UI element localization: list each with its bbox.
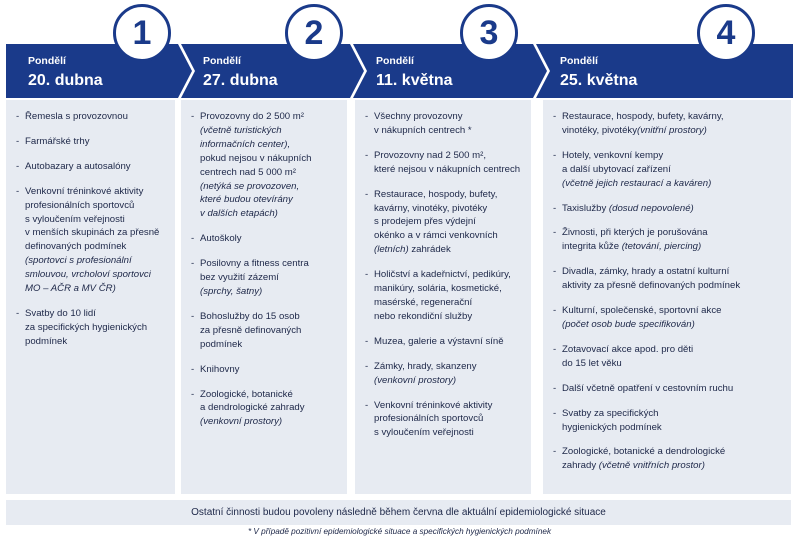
stage-2-number: 2: [285, 4, 343, 62]
item-line: za přesně definovaných: [200, 324, 302, 336]
item-line: profesionálních sportovců: [25, 199, 135, 211]
item-line: nebo rekondiční služby: [374, 310, 473, 322]
stage-3-item: [365, 268, 523, 324]
stage-4-date: 25. května: [560, 72, 638, 89]
stage-3-column: [355, 100, 531, 494]
item-line: s vyloučením veřejnosti: [25, 213, 125, 225]
stage-4-item: [553, 149, 783, 191]
item-line: (včetně jejich restaurací a kaváren): [562, 177, 712, 189]
item-line: podmínek: [25, 335, 68, 347]
item-line: Venkovní tréninkové aktivity: [374, 399, 493, 411]
stage-4-day: Pondělí: [560, 55, 598, 67]
stage-1-number: 1: [113, 4, 171, 62]
item-line: vinotéky, pivotéky: [562, 124, 638, 136]
item-line: Další včetně opatření v cestovním ruchu: [562, 382, 734, 394]
stage-4-item: [553, 110, 783, 138]
stage-2-item: [191, 110, 339, 221]
item-line: centrech nad 5 000 m²: [200, 166, 296, 178]
stage-3-item: [365, 360, 523, 388]
item-line: Bohoslužby do 15 osob: [200, 310, 300, 322]
item-line: v dalších etapách): [200, 208, 278, 220]
item-line: kavárny, vinotéky, pivotéky: [374, 202, 488, 214]
item-line: zahrady: [562, 460, 599, 472]
item-line: Provozovny do 2 500 m²: [200, 111, 304, 122]
item-line: s vyloučením veřejnosti: [374, 427, 474, 439]
item-line: Venkovní tréninkové aktivity: [25, 185, 144, 197]
item-line: které nejsou v nákupních centrech: [374, 163, 521, 175]
item-line: Kulturní, společenské, sportovní akce: [562, 305, 722, 317]
stage-4-item: [553, 407, 783, 435]
stage-3-item: [365, 335, 523, 349]
stage-3-date: 11. května: [376, 72, 453, 89]
stage-1-item: [16, 307, 167, 349]
item-line: podmínek: [200, 338, 243, 350]
stage-4-item: [553, 382, 783, 396]
item-line: (letních) zahrádek: [374, 244, 451, 256]
item-line: (počet osob bude specifikován): [562, 318, 695, 330]
item-line: Autoškoly: [200, 233, 242, 245]
item-line: hygienických podmínek: [562, 421, 662, 433]
stage-3-item: [365, 188, 523, 258]
stage-4-header: [540, 44, 790, 98]
stage-1-item: [16, 185, 167, 296]
stage-1-column: [6, 100, 175, 494]
item-line: Zoologické, botanické: [200, 388, 293, 400]
stage-4-item: [553, 304, 783, 332]
stage-3-item: [365, 110, 523, 138]
item-line: Taxislužby: [562, 202, 609, 214]
stage-3-number: 3: [460, 4, 518, 62]
stage-2-item: [191, 232, 339, 246]
item-line: (venkovní prostory): [200, 416, 283, 428]
stage-4-item: [553, 226, 783, 254]
item-line: (tetování, piercing): [621, 241, 702, 253]
stage-4-item: [553, 343, 783, 371]
stage-2-item: [191, 257, 339, 299]
stage-3-day: Pondělí: [376, 55, 414, 67]
item-line: (sprchy, šatny): [200, 285, 263, 297]
item-line: Hotely, venkovní kempy: [562, 149, 664, 161]
item-line: (dosud nepovolené): [608, 202, 694, 214]
item-line: Zotavovací akce apod. pro děti: [562, 343, 694, 355]
item-line: Živnosti, při kterých je porušována: [562, 227, 708, 239]
item-line: MO – AČR a MV ČR): [25, 283, 116, 295]
stage-1-item: [16, 135, 167, 149]
item-line: Restaurace, hospody, bufety,: [374, 188, 498, 200]
item-line: profesionálních sportovců: [374, 413, 484, 425]
item-line: do 15 let věku: [562, 357, 622, 369]
item-line: Svatby do 10 lidí: [25, 307, 96, 319]
stage-2-item: [191, 310, 339, 352]
stage-4-item: [553, 445, 783, 473]
item-line: pokud nejsou v nákupních: [200, 152, 312, 164]
item-line: Všechny provozovny: [374, 111, 463, 122]
stage-3-item: [365, 399, 523, 441]
item-line: Provozovny nad 2 500 m²,: [374, 149, 486, 161]
stage-1-item: [16, 110, 167, 124]
stage-4-item: [553, 265, 783, 293]
item-line: (netýká se provozoven,: [200, 180, 300, 192]
stage-4-item: [553, 202, 783, 216]
item-line: manikúry, solária, kosmetické,: [374, 283, 502, 295]
stage-1-date: 20. dubna: [28, 72, 103, 89]
item-line: aktivity za přesně definovaných podmínek: [562, 280, 741, 292]
item-line: Svatby za specifických: [562, 407, 659, 419]
footnote: * V případě pozitivní epidemiologické situace a specifických hygienických podmínek: [247, 527, 552, 536]
item-line: (sportovci s profesionální: [25, 255, 132, 267]
stage-2-item: [191, 388, 339, 430]
stage-3-item: [365, 149, 523, 177]
item-line: (včetně vnitřních prostor): [598, 460, 705, 472]
stage-4-number: 4: [697, 4, 755, 62]
item-line: Autobazary a autosalóny: [25, 160, 131, 172]
item-line: Divadla, zámky, hrady a ostatní kulturní: [562, 266, 730, 278]
stage-1-item: [16, 160, 167, 174]
item-line: Restaurace, hospody, bufety, kavárny,: [562, 111, 724, 122]
item-line: (včetně turistických: [200, 124, 282, 136]
item-line: a dendrologické zahrady: [200, 402, 305, 414]
stage-2-date: 27. dubna: [203, 72, 278, 89]
footer-text: Ostatní činnosti budou povoleny následně během června dle aktuální epidemiologické situace: [191, 507, 606, 518]
item-line: bez využití zázemí: [200, 272, 279, 284]
item-line: definovaných podmínek: [25, 241, 127, 253]
item-line: Řemesla s provozovnou: [25, 111, 128, 122]
item-line: za specifických hygienických: [25, 321, 148, 333]
item-line: Posilovny a fitness centra: [200, 258, 309, 270]
item-line: Knihovny: [200, 363, 240, 375]
item-line: Muzea, galerie a výstavní síně: [374, 335, 504, 347]
item-line: Farmářské trhy: [25, 135, 90, 147]
item-line: v menších skupinách za přesně: [25, 227, 160, 239]
item-line: a další ubytovací zařízení: [562, 163, 671, 175]
stage-1-day: Pondělí: [28, 55, 66, 67]
item-line: Zoologické, botanické a dendrologické: [562, 446, 726, 458]
item-line: okénko a v rámci venkovních: [374, 230, 498, 242]
item-line: informačních center),: [200, 138, 291, 150]
item-line: smlouvou, vrcholoví sportovci: [25, 269, 151, 281]
item-line: s prodejem přes výdejní: [374, 216, 476, 228]
stage-4-column: [543, 100, 791, 494]
stage-2-column: [181, 100, 347, 494]
item-line: (vnitřní prostory): [637, 124, 707, 136]
stage-2-day: Pondělí: [203, 55, 241, 67]
item-line: masérské, regenerační: [374, 296, 473, 308]
item-line: (venkovní prostory): [374, 374, 457, 386]
item-line: Zámky, hrady, skanzeny: [374, 360, 477, 372]
item-line: v nákupních centrech *: [374, 124, 472, 136]
item-line: které budou otevírány: [200, 194, 293, 206]
item-line: integrita kůže: [562, 241, 622, 253]
stage-2-item: [191, 363, 339, 377]
footer-banner: [6, 500, 791, 525]
item-line: Holičství a kadeřnictví, pedikúry,: [374, 269, 511, 281]
